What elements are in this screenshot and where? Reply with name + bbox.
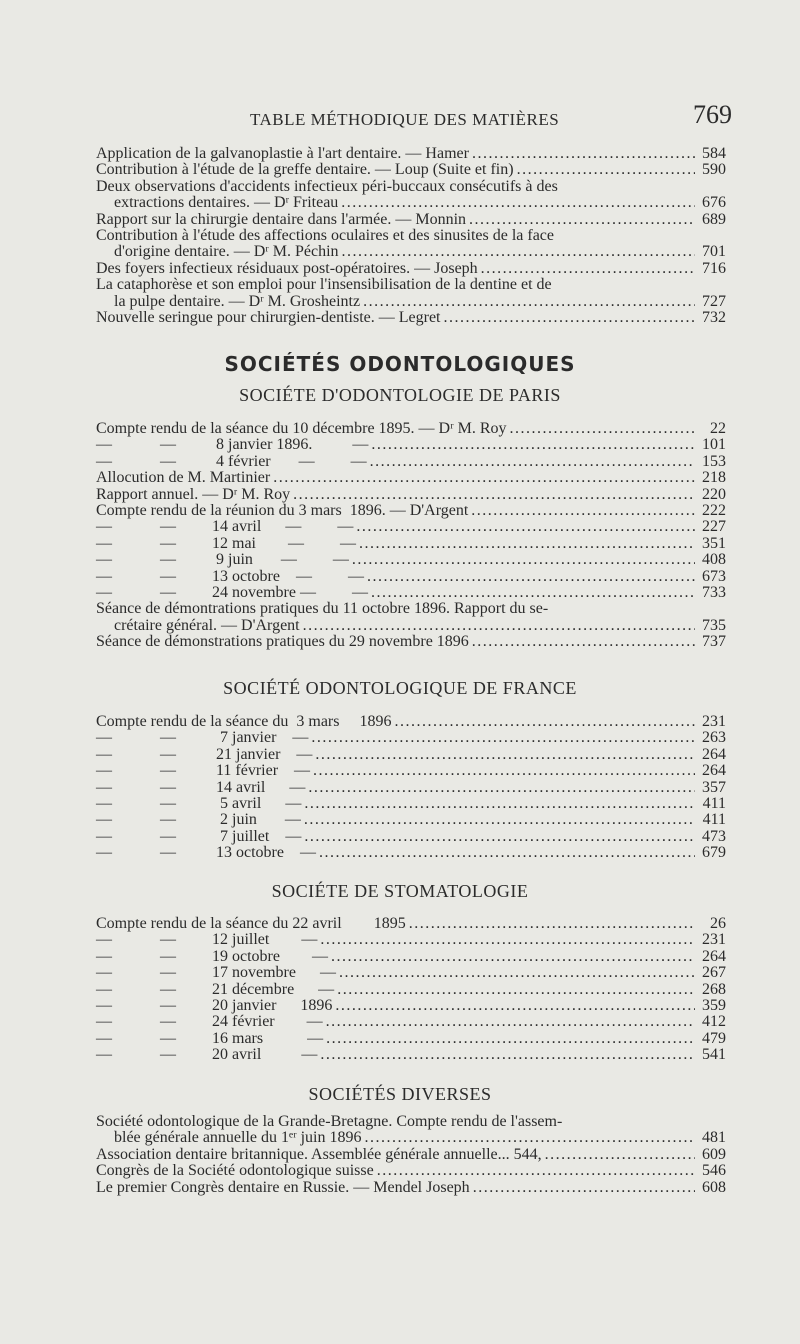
toc-entry xyxy=(96,294,726,310)
toc-entry-text: Allocution de M. Martinier xyxy=(96,469,271,487)
toc-entry-text: Compte rendu de la séance du 3 mars 1896 xyxy=(96,713,392,730)
toc-entry-text: — — 17 novembre — xyxy=(96,964,336,982)
page-header xyxy=(96,100,732,140)
dot-leader xyxy=(409,916,695,932)
toc-entry-page: 541 xyxy=(702,1046,726,1064)
toc-entry-text: — — 19 octobre — xyxy=(96,947,328,965)
dot-leader xyxy=(311,730,695,746)
toc-entry-page: 26 xyxy=(710,915,726,932)
subsection-title-diverses: SOCIÉTÉS DIVERSES xyxy=(308,1084,492,1104)
toc-entry xyxy=(96,829,726,845)
dot-leader xyxy=(303,618,695,634)
toc-entry-text: — — 12 juillet — xyxy=(96,931,318,949)
toc-entry-text: extractions dentaires. — Dʳ Friteau xyxy=(114,194,339,212)
toc-entry-page: 408 xyxy=(702,551,726,569)
toc-entry-text: la pulpe dentaire. — Dʳ M. Grosheintz xyxy=(114,292,361,310)
toc-entry xyxy=(96,1147,726,1163)
toc-entry xyxy=(96,228,726,244)
dot-leader xyxy=(293,487,695,503)
toc-entry-text: — — 21 décembre — xyxy=(96,980,335,998)
dot-leader xyxy=(473,1180,695,1196)
toc-entry-page: 479 xyxy=(702,1029,726,1047)
dot-leader xyxy=(370,454,695,470)
toc-entry xyxy=(96,470,726,486)
toc-entry xyxy=(96,454,726,470)
toc-entry-page: 590 xyxy=(702,161,726,179)
toc-entry-text: Association dentaire britannique. Assemblée générale annuelle... 544, xyxy=(96,1145,542,1163)
dot-leader xyxy=(359,536,695,552)
toc-entry-page: 153 xyxy=(702,452,726,470)
dot-leader xyxy=(352,552,695,568)
toc-entry-text: — — 20 avril — xyxy=(96,1046,318,1064)
toc-entry-text: — — 14 avril — — xyxy=(96,518,354,536)
dot-leader xyxy=(367,569,695,585)
subsection-title-france: SOCIÉTÉ ODONTOLOGIQUE DE FRANCE xyxy=(223,678,577,698)
toc-entry-text: — — 20 janvier 1896 xyxy=(96,996,333,1014)
dot-leader xyxy=(371,585,695,601)
toc-entry-page: 220 xyxy=(702,485,726,503)
dot-leader xyxy=(315,747,695,763)
toc-entry-page: 357 xyxy=(702,778,726,796)
dot-leader xyxy=(356,519,695,535)
dot-leader xyxy=(341,195,695,211)
dot-leader xyxy=(304,812,695,828)
dot-leader xyxy=(319,845,695,861)
toc-entry-text: blée générale annuelle du 1ᵉʳ juin 1896 xyxy=(114,1129,362,1147)
toc-entry-text: Compte rendu de la séance du 22 avril 1895 xyxy=(96,915,406,932)
toc-entry xyxy=(96,552,726,568)
dot-leader xyxy=(335,998,695,1014)
toc-entry-page: 263 xyxy=(702,729,726,747)
toc-entry-page: 679 xyxy=(702,844,726,862)
dot-leader xyxy=(308,780,695,796)
dot-leader xyxy=(469,212,695,228)
toc-entry-page: 22 xyxy=(710,420,726,437)
toc-entry-text: La cataphorèse et son emploi pour l'insensibilisation de la dentine et de xyxy=(96,276,552,294)
toc-entry-page: 546 xyxy=(702,1162,726,1180)
toc-entry xyxy=(96,982,726,998)
toc-entry-text: Deux observations d'accidents infectieux péri-buccaux consécutifs à des xyxy=(96,177,558,195)
toc-entry-page: 268 xyxy=(702,980,726,998)
toc-entry xyxy=(96,487,726,503)
toc-entry xyxy=(96,162,726,178)
toc-entry-page: 359 xyxy=(702,996,726,1014)
toc-entry-page: 222 xyxy=(702,501,726,519)
toc-entry-page: 737 xyxy=(702,633,726,651)
toc-entry xyxy=(96,421,726,437)
toc-entry-page: 727 xyxy=(702,292,726,310)
toc-entry-text: Nouvelle seringue pour chirurgien-dentiste. — Legret xyxy=(96,308,441,326)
toc-top-entries xyxy=(96,146,726,326)
toc-entry xyxy=(96,277,726,293)
toc-entry-text: Application de la galvanoplastie à l'art dentaire. — Hamer xyxy=(96,145,469,162)
dot-leader xyxy=(304,829,695,845)
toc-entry-text: — — 4 février — — xyxy=(96,452,367,470)
toc-entry-text: Le premier Congrès dentaire en Russie. — Mendel Joseph xyxy=(96,1178,470,1196)
dot-leader xyxy=(339,965,695,981)
toc-entry xyxy=(96,763,726,779)
dot-leader xyxy=(320,932,695,948)
toc-entry-text: — — 9 juin — — xyxy=(96,551,349,569)
running-title: TABLE MÉTHODIQUE DES MATIÈRES xyxy=(250,110,560,129)
toc-entry xyxy=(96,965,726,981)
dot-leader xyxy=(472,634,695,650)
toc-entry-page: 264 xyxy=(702,947,726,965)
toc-entry-text: Contribution à l'étude de la greffe dentaire. — Loup (Suite et fin) xyxy=(96,161,514,179)
toc-entry xyxy=(96,601,726,617)
toc-entry xyxy=(96,179,726,195)
toc-entry xyxy=(96,949,726,965)
dot-leader xyxy=(517,162,695,178)
toc-france xyxy=(96,714,726,862)
toc-entry-page: 264 xyxy=(702,762,726,780)
toc-entry-page: 676 xyxy=(702,194,726,212)
toc-entry-text: — — 13 octobre — — xyxy=(96,567,364,585)
toc-entry-text: — — 12 mai — — xyxy=(96,534,356,552)
toc-entry xyxy=(96,519,726,535)
toc-entry xyxy=(96,1163,726,1179)
toc-entry xyxy=(96,503,726,519)
toc-entry xyxy=(96,932,726,948)
dot-leader xyxy=(320,1047,695,1063)
dot-leader xyxy=(472,146,695,162)
toc-entry-text: Contribution à l'étude des affections oculaires et des sinusites de la face xyxy=(96,226,554,244)
toc-entry xyxy=(96,1114,726,1130)
toc-entry xyxy=(96,1130,726,1146)
dot-leader xyxy=(326,1031,695,1047)
toc-entry-text: — — 16 mars — xyxy=(96,1029,324,1047)
toc-entry xyxy=(96,1180,726,1196)
toc-entry-page: 584 xyxy=(702,145,726,162)
toc-entry-page: 231 xyxy=(702,931,726,949)
toc-entry-text: Rapport annuel. — Dʳ M. Roy xyxy=(96,485,291,503)
toc-entry-page: 267 xyxy=(702,964,726,982)
toc-entry-page: 411 xyxy=(702,811,726,829)
toc-entry xyxy=(96,146,726,162)
toc-entry-text: d'origine dentaire. — Dʳ M. Péchin xyxy=(114,243,339,261)
toc-entry-text: Des foyers infectieux résiduaux post-opératoires. — Joseph xyxy=(96,259,478,277)
subsection-title-paris: SOCIÉTE D'ODONTOLOGIE DE PARIS xyxy=(239,385,561,405)
dot-leader xyxy=(371,437,695,453)
toc-entry-text: Congrès de la Société odontologique suisse xyxy=(96,1162,374,1180)
toc-entry-page: 732 xyxy=(702,308,726,326)
toc-entry-page: 264 xyxy=(702,745,726,763)
dot-leader xyxy=(342,244,695,260)
toc-entry-text: — — 8 janvier 1896. — xyxy=(96,436,369,454)
dot-leader xyxy=(443,310,695,326)
toc-entry xyxy=(96,195,726,211)
toc-entry-text: — — 5 avril — xyxy=(96,794,302,812)
toc-entry xyxy=(96,437,726,453)
toc-entry xyxy=(96,244,726,260)
toc-entry-text: — — 24 novembre — — xyxy=(96,583,368,601)
toc-entry xyxy=(96,730,726,746)
toc-entry xyxy=(96,747,726,763)
toc-entry-page: 227 xyxy=(702,518,726,536)
toc-entry-text: — — 24 février — xyxy=(96,1013,323,1031)
dot-leader xyxy=(471,503,695,519)
toc-entry-page: 735 xyxy=(702,616,726,634)
toc-entry-page: 351 xyxy=(702,534,726,552)
toc-entry-text: Séance de démontrations pratiques du 11 octobre 1896. Rapport du se- xyxy=(96,600,549,618)
toc-entry-page: 608 xyxy=(702,1178,726,1196)
toc-entry-page: 473 xyxy=(702,827,726,845)
toc-entry-page: 733 xyxy=(702,583,726,601)
toc-entry-page: 701 xyxy=(702,243,726,261)
toc-entry-page: 673 xyxy=(702,567,726,585)
toc-entry-text: — — 21 janvier — xyxy=(96,745,313,763)
toc-entry-text: — — 11 février — xyxy=(96,762,311,780)
toc-entry xyxy=(96,585,726,601)
toc-stomatologie xyxy=(96,916,726,1064)
subsection-title-stomatologie: SOCIÉTE DE STOMATOLOGIE xyxy=(271,881,529,901)
dot-leader xyxy=(394,714,695,730)
toc-entry-text: Société odontologique de la Grande-Bretagne. Compte rendu de l'assem- xyxy=(96,1113,563,1130)
toc-entry xyxy=(96,212,726,228)
dot-leader xyxy=(481,261,695,277)
toc-entry xyxy=(96,812,726,828)
dot-leader xyxy=(365,1130,696,1146)
toc-entry-text: Rapport sur la chirurgie dentaire dans l'armée. — Monnin xyxy=(96,210,467,228)
toc-entry xyxy=(96,618,726,634)
toc-entry-page: 609 xyxy=(702,1145,726,1163)
toc-entry-page: 412 xyxy=(702,1013,726,1031)
toc-entry xyxy=(96,916,726,932)
toc-entry xyxy=(96,796,726,812)
toc-entry xyxy=(96,845,726,861)
toc-entry xyxy=(96,1014,726,1030)
toc-entry-page: 218 xyxy=(702,469,726,487)
toc-paris xyxy=(96,421,726,650)
toc-entry-page: 716 xyxy=(702,259,726,277)
toc-entry xyxy=(96,634,726,650)
toc-entry-text: Séance de démonstrations pratiques du 29 novembre 1896 xyxy=(96,633,469,651)
toc-entry-page: 101 xyxy=(702,436,726,454)
toc-entry-text: crétaire général. — D'Argent xyxy=(114,616,300,634)
toc-diverses xyxy=(96,1114,726,1196)
toc-entry xyxy=(96,998,726,1014)
toc-entry xyxy=(96,1047,726,1063)
dot-leader xyxy=(377,1163,695,1179)
toc-entry xyxy=(96,780,726,796)
section-title: SOCIÉTÉS ODONTOLOGIQUES xyxy=(224,352,576,376)
toc-entry-text: Compte rendu de la réunion du 3 mars 1896. — D'Argent xyxy=(96,501,469,519)
toc-entry-page: 481 xyxy=(702,1129,726,1147)
dot-leader xyxy=(304,796,695,812)
toc-entry-text: — — 7 juillet — xyxy=(96,827,302,845)
dot-leader xyxy=(509,421,695,437)
toc-entry-page: 411 xyxy=(702,794,726,812)
toc-entry-text: — — 13 octobre — xyxy=(96,844,316,862)
dot-leader xyxy=(331,949,695,965)
toc-entry-page: 689 xyxy=(702,210,726,228)
toc-entry xyxy=(96,310,726,326)
dot-leader xyxy=(337,982,695,998)
toc-entry xyxy=(96,714,726,730)
dot-leader xyxy=(313,763,695,779)
toc-entry xyxy=(96,261,726,277)
page-number: 769 xyxy=(693,100,732,129)
dot-leader xyxy=(545,1147,695,1163)
toc-entry-text: Compte rendu de la séance du 10 décembre 1895. — Dʳ M. Roy xyxy=(96,420,507,437)
toc-entry-text: — — 14 avril — xyxy=(96,778,306,796)
toc-entry xyxy=(96,1031,726,1047)
dot-leader xyxy=(326,1014,695,1030)
toc-entry-text: — — 2 juin — xyxy=(96,811,301,829)
dot-leader xyxy=(273,470,695,486)
toc-entry-page: 231 xyxy=(702,713,726,730)
toc-entry-text: — — 7 janvier — xyxy=(96,729,309,747)
toc-entry xyxy=(96,536,726,552)
dot-leader xyxy=(363,294,695,310)
toc-entry xyxy=(96,569,726,585)
